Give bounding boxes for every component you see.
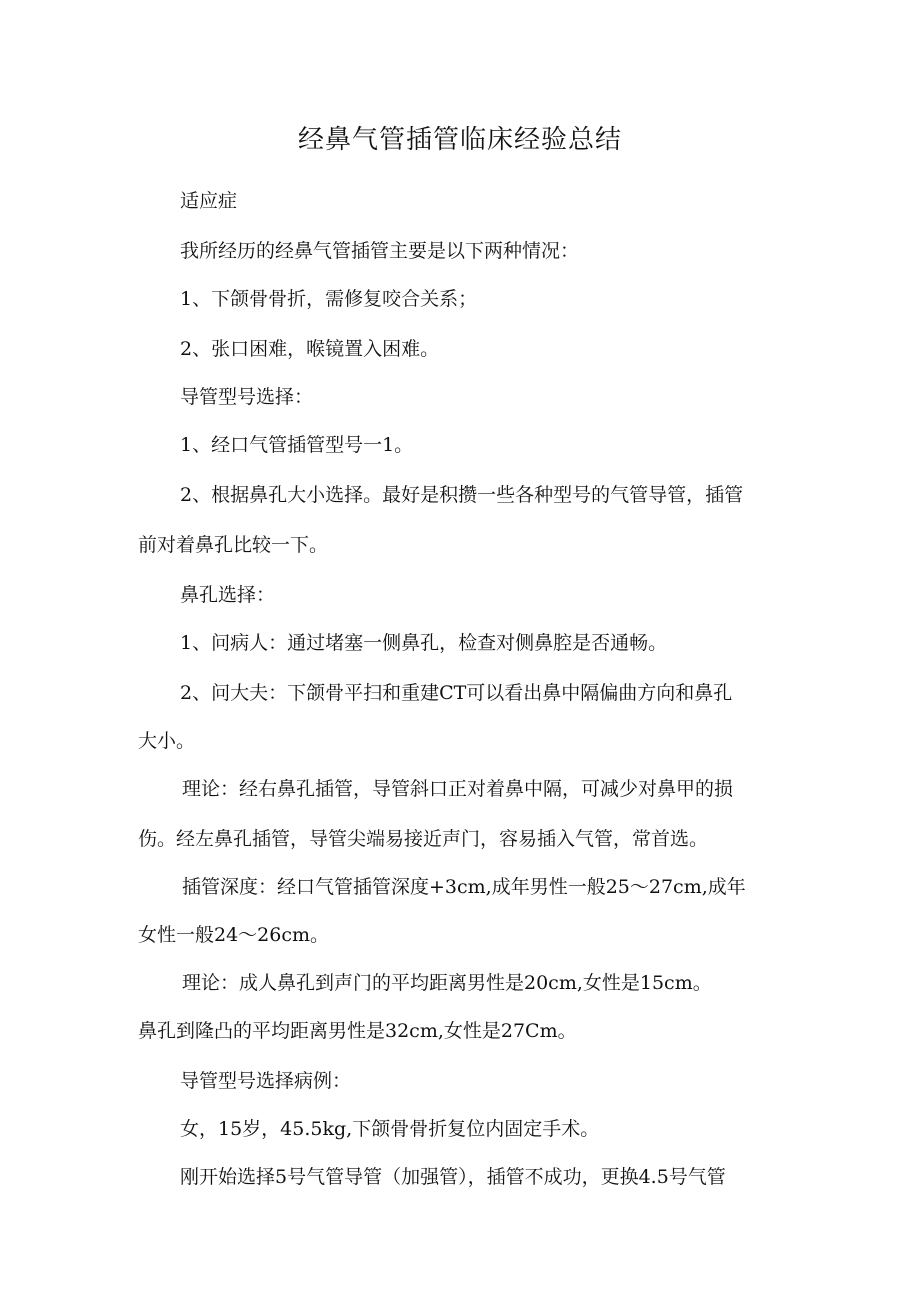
list-item: 2、问大夫：下颌骨平扫和重建CT可以看出鼻中隔偏曲方向和鼻孔 <box>180 682 733 704</box>
section-heading-case: 导管型号选择病例： <box>180 1070 352 1092</box>
paragraph-continuation: 伤。经左鼻孔插管，导管尖端易接近声门，容易插入气管，常首选。 <box>138 828 709 850</box>
list-item: 2、根据鼻孔大小选择。最好是积攒一些各种型号的气管导管，插管 <box>180 484 744 506</box>
list-item: 1、经口气管插管型号一1。 <box>180 434 414 456</box>
section-heading-nostril: 鼻孔选择： <box>180 584 276 606</box>
paragraph-line: 女，15岁，45.5kg,下颌骨骨折复位内固定手术。 <box>180 1118 600 1140</box>
paragraph-line: 我所经历的经鼻气管插管主要是以下两种情况： <box>180 240 580 262</box>
paragraph-line: 插管深度：经口气管插管深度+3cm,成年男性一般25～27cm,成年 <box>182 876 746 898</box>
paragraph-line: 刚开始选择5号气管导管（加强管），插管不成功，更换4.5号气管 <box>180 1166 726 1188</box>
document-title: 经鼻气管插管临床经验总结 <box>297 125 622 155</box>
list-item: 1、下颌骨骨折，需修复咬合关系； <box>180 288 478 310</box>
list-item: 2、张口困难，喉镜置入困难。 <box>180 338 440 360</box>
paragraph-continuation: 前对着鼻孔比较一下。 <box>138 534 329 556</box>
paragraph-line: 鼻孔到隆凸的平均距离男性是32cm,女性是27Cm。 <box>138 1020 577 1042</box>
paragraph-continuation: 大小。 <box>138 730 196 752</box>
list-item: 1、问病人：通过堵塞一侧鼻孔，检查对侧鼻腔是否通畅。 <box>180 632 668 654</box>
section-heading-indications: 适应症 <box>180 190 238 212</box>
paragraph-line: 理论：成人鼻孔到声门的平均距离男性是20cm,女性是15cm。 <box>182 972 712 994</box>
paragraph-continuation: 女性一般24～26cm。 <box>138 924 330 946</box>
section-heading-tube-size: 导管型号选择： <box>180 386 314 408</box>
paragraph-line: 理论：经右鼻孔插管，导管斜口正对着鼻中隔，可减少对鼻甲的损 <box>182 778 734 800</box>
